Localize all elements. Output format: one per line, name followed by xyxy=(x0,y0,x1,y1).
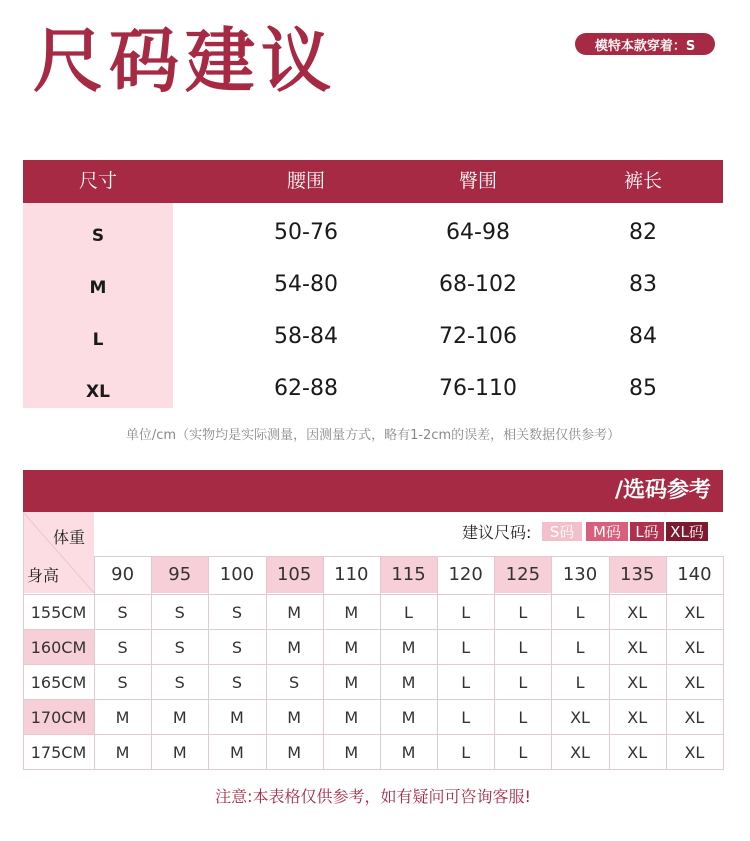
size-suggestion-cell: M xyxy=(287,743,302,762)
grid-line xyxy=(266,556,267,770)
legend-item: L码 xyxy=(630,522,664,541)
height-label-cell: 175CM xyxy=(30,743,87,762)
size-suggestion-cell: XL xyxy=(627,743,648,762)
legend-item: M码 xyxy=(586,522,628,541)
waist-cell: 62-88 xyxy=(274,376,338,401)
waist-cell: 50-76 xyxy=(274,220,338,245)
weight-header-cell: 140 xyxy=(677,564,712,585)
size-suggestion-cell: L xyxy=(461,638,471,657)
size-suggestion-cell: S xyxy=(174,638,185,657)
grid-line xyxy=(23,664,723,665)
height-label-cell: 155CM xyxy=(30,603,87,622)
size-suggestion-cell: L xyxy=(518,673,528,692)
legend-title: 建议尺码: xyxy=(462,523,532,542)
size-suggestion-cell: M xyxy=(115,743,130,762)
length-cell: 84 xyxy=(629,324,657,349)
size-suggestion-cell: XL xyxy=(684,673,705,692)
length-cell: 85 xyxy=(629,376,657,401)
size-suggestion-cell: XL xyxy=(684,638,705,657)
grid-line xyxy=(609,556,610,770)
page-title: 尺码建议 xyxy=(33,20,337,102)
size-suggestion-cell: M xyxy=(230,743,244,762)
size-suggestion-cell: M xyxy=(344,708,359,727)
hip-cell: 72-106 xyxy=(439,324,517,349)
height-label-cell: 160CM xyxy=(23,630,94,665)
size-suggestion-cell: M xyxy=(401,708,416,727)
size-suggestion-cell: XL xyxy=(570,708,590,727)
weight-header-cell: 110 xyxy=(334,564,369,585)
grid-line xyxy=(94,556,95,770)
selection-header-title: /选码参考 xyxy=(614,478,711,503)
grid-line xyxy=(23,769,723,770)
size-suggestion-cell: M xyxy=(172,708,187,727)
size-suggestion-cell: L xyxy=(461,603,471,622)
length-cell: 83 xyxy=(629,272,657,297)
size-suggestion-cell: M xyxy=(287,638,302,657)
size-suggestion-cell: S xyxy=(174,673,185,692)
size-suggestion-cell: S xyxy=(289,673,300,692)
grid-line xyxy=(151,556,152,770)
size-suggestion-cell: M xyxy=(230,708,244,727)
length-cell: 82 xyxy=(629,220,657,245)
grid-line xyxy=(23,699,723,700)
size-suggestion-cell: L xyxy=(461,673,471,692)
grid-line xyxy=(23,594,723,595)
size-suggestion-cell: S xyxy=(174,603,185,622)
size-suggestion-cell: XL xyxy=(627,603,648,622)
grid-line xyxy=(323,556,324,770)
size-suggestion-cell: M xyxy=(344,673,359,692)
size-table-header xyxy=(23,160,723,203)
size-suggestion-cell: M xyxy=(287,603,302,622)
grid-line xyxy=(23,629,723,630)
size-cell: M xyxy=(89,278,107,298)
size-suggestion-cell: XL xyxy=(684,708,705,727)
header-length: 裤长 xyxy=(623,170,662,192)
weight-header-cell: 90 xyxy=(111,564,135,585)
size-suggestion-cell: M xyxy=(172,743,187,762)
grid-line xyxy=(494,556,495,770)
size-cell: S xyxy=(91,226,105,246)
grid-line xyxy=(551,556,552,770)
header-waist: 腰围 xyxy=(286,170,325,192)
weight-header-cell: 135 xyxy=(609,556,666,593)
model-size-badge: 模特本款穿着：S xyxy=(575,33,715,55)
size-suggestion-cell: L xyxy=(518,603,528,622)
hip-cell: 68-102 xyxy=(439,272,517,297)
weight-header-cell: 120 xyxy=(448,564,483,585)
size-cell: L xyxy=(92,330,104,350)
grid-line xyxy=(23,734,723,735)
size-suggestion-cell: L xyxy=(461,743,471,762)
size-suggestion-cell: XL xyxy=(627,638,648,657)
grid-line xyxy=(437,556,438,770)
header-hip: 臀围 xyxy=(458,170,497,192)
size-suggestion-cell: S xyxy=(231,603,243,622)
size-suggestion-cell: L xyxy=(518,708,528,727)
size-suggestion-cell: L xyxy=(575,603,585,622)
grid-line xyxy=(380,556,381,770)
size-suggestion-cell: XL xyxy=(627,708,648,727)
size-cell: XL xyxy=(86,382,110,402)
size-suggestion-cell: XL xyxy=(684,743,705,762)
waist-cell: 58-84 xyxy=(274,324,338,349)
grid-line xyxy=(208,556,209,770)
height-label-cell: 165CM xyxy=(30,673,87,692)
size-suggestion-cell: M xyxy=(401,673,416,692)
weight-header-cell: 130 xyxy=(562,564,598,585)
header-size: 尺寸 xyxy=(78,170,117,192)
weight-axis-label: 体重 xyxy=(53,528,86,547)
size-suggestion-cell: M xyxy=(344,638,359,657)
size-suggestion-cell: M xyxy=(344,743,359,762)
size-suggestion-cell: S xyxy=(231,673,243,692)
height-label-cell: 170CM xyxy=(23,700,94,735)
grid-line xyxy=(94,556,723,557)
height-axis-label: 身高 xyxy=(27,566,60,585)
size-suggestion-cell: L xyxy=(518,743,528,762)
weight-header-cell: 105 xyxy=(266,556,323,593)
grid-corner xyxy=(23,512,94,593)
hip-cell: 76-110 xyxy=(439,376,517,401)
size-suggestion-cell: M xyxy=(344,603,359,622)
grid-line xyxy=(723,556,724,770)
size-suggestion-cell: M xyxy=(401,743,416,762)
size-suggestion-cell: S xyxy=(117,603,128,622)
weight-header-cell: 115 xyxy=(380,556,437,593)
selection-header xyxy=(23,470,723,512)
weight-header-cell: 100 xyxy=(219,564,255,585)
size-suggestion-cell: XL xyxy=(627,673,648,692)
waist-cell: 54-80 xyxy=(274,272,338,297)
size-suggestion-cell: M xyxy=(287,708,302,727)
weight-header-cell: 95 xyxy=(151,556,208,593)
size-suggestion-cell: XL xyxy=(684,603,705,622)
grid-line xyxy=(666,556,667,770)
grid-line xyxy=(23,512,24,770)
size-suggestion-cell: S xyxy=(117,673,128,692)
size-suggestion-cell: S xyxy=(117,638,128,657)
hip-cell: 64-98 xyxy=(446,220,510,245)
size-suggestion-cell: XL xyxy=(570,743,590,762)
size-suggestion-cell: L xyxy=(461,708,471,727)
legend-item: XL码 xyxy=(666,522,708,541)
size-suggestion-cell: L xyxy=(575,638,585,657)
size-suggestion-cell: M xyxy=(401,638,416,657)
size-suggestion-cell: L xyxy=(518,638,528,657)
notice-text: 注意:本表格仅供参考，如有疑问可咨询客服! xyxy=(215,787,531,806)
size-suggestion-cell: L xyxy=(404,603,413,622)
size-suggestion-cell: L xyxy=(575,673,585,692)
size-suggestion-cell: S xyxy=(231,638,243,657)
legend-item: S码 xyxy=(542,522,582,541)
weight-header-cell: 125 xyxy=(494,556,551,593)
unit-note: 单位/cm（实物均是实际测量，因测量方式，略有1-2cm的误差，相关数据仅供参考） xyxy=(125,428,621,443)
size-suggestion-cell: M xyxy=(115,708,130,727)
